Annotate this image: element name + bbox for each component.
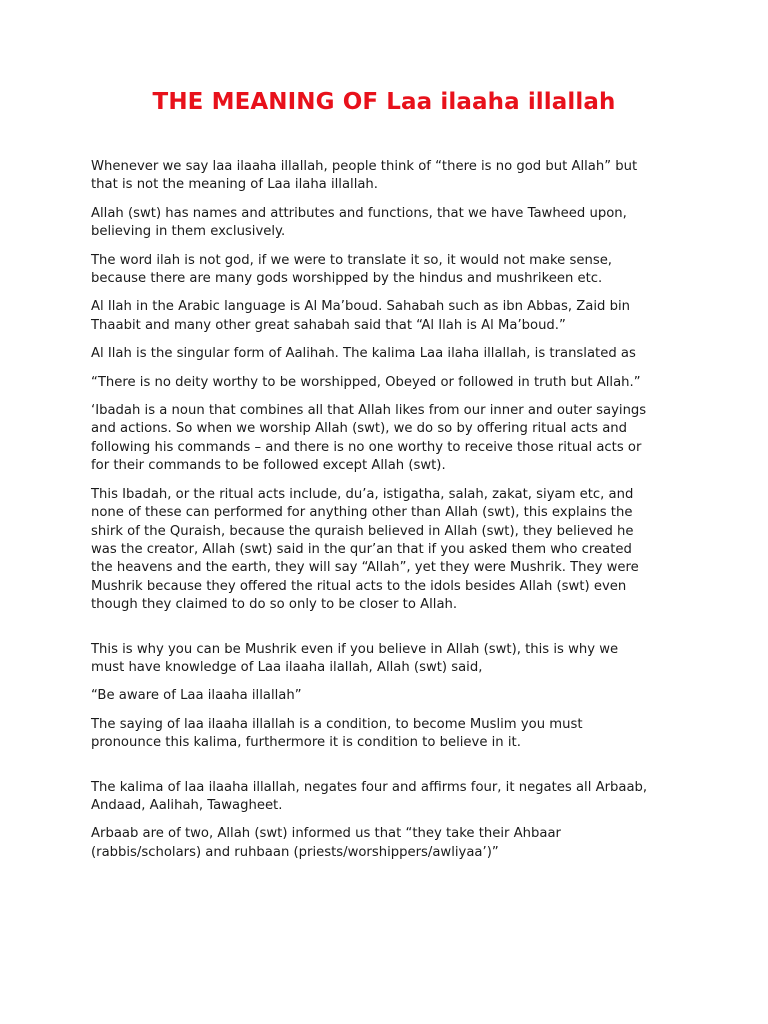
paragraph: ‘Ibadah is a noun that combines all that Allah likes from our inner and outer sayings and actions. So when we worship Allah (swt), we do so by offering ritual acts and following his commands – and there is no one worthy to receive those ritual acts or for their commands to be followed except Allah (swt). [91, 403, 647, 474]
paragraph: Al Ilah in the Arabic language is Al Ma’boud. Sahabah such as ibn Abbas, Zaid bin Thaabit and many other great sahabah said that “Al Ilah is Al Ma’boud.” [91, 299, 630, 333]
document-title: THE MEANING OF Laa ilaaha illallah [152, 89, 616, 115]
paragraph: Arbaab are of two, Allah (swt) informed us that “they take their Ahbaar (rabbis/scholars) and ruhbaan (priests/worshippers/awliyaa’)” [91, 826, 561, 860]
paragraph: This Ibadah, or the ritual acts include, du’a, istigatha, salah, zakat, siyam etc, and none of these can performed for anything other than Allah (swt), this explains the shirk of the Quraish, because the quraish believed in Allah (swt), they believed he was the creator, Allah (swt) said in the qur’an that if you asked them who created the heavens and the earth, they will say “Allah”, yet they were Mushrik. They were Mushrik because they offered the ritual acts to the idols besides Allah (swt) even though they claimed to do so only to be closer to Allah. [91, 486, 639, 613]
paragraph: The word ilah is not god, if we were to translate it so, it would not make sense, because there are many gods worshipped by the hindus and mushrikeen etc. [91, 252, 612, 287]
paragraph: The saying of laa ilaaha illallah is a condition, to become Muslim you must pronounce this kalima, furthermore it is condition to believe in it. [91, 716, 583, 751]
document-body [91, 158, 691, 872]
quote-paragraph: “Be aware of Laa ilaaha illallah” [91, 688, 302, 704]
paragraph: Al Ilah is the singular form of Aalihah. The kalima Laa ilaha illallah, is translated as [91, 346, 636, 362]
paragraph: Whenever we say laa ilaaha illallah, people think of “there is no god but Allah” but that is not the meaning of Laa ilaha illallah. [91, 159, 638, 193]
quote-paragraph: “There is no deity worthy to be worshipped, Obeyed or followed in truth but Allah.” [91, 374, 641, 390]
paragraph: Allah (swt) has names and attributes and functions, that we have Tawheed upon, believing in them exclusively. [91, 205, 627, 240]
paragraph: The kalima of laa ilaaha illallah, negates four and affirms four, it negates all Arbaab, Andaad, Aalihah, Tawagheet. [91, 779, 648, 813]
paragraph: This is why you can be Mushrik even if you believe in Allah (swt), this is why we must have knowledge of Laa ilaaha ilallah, Allah (swt) said, [91, 641, 619, 675]
